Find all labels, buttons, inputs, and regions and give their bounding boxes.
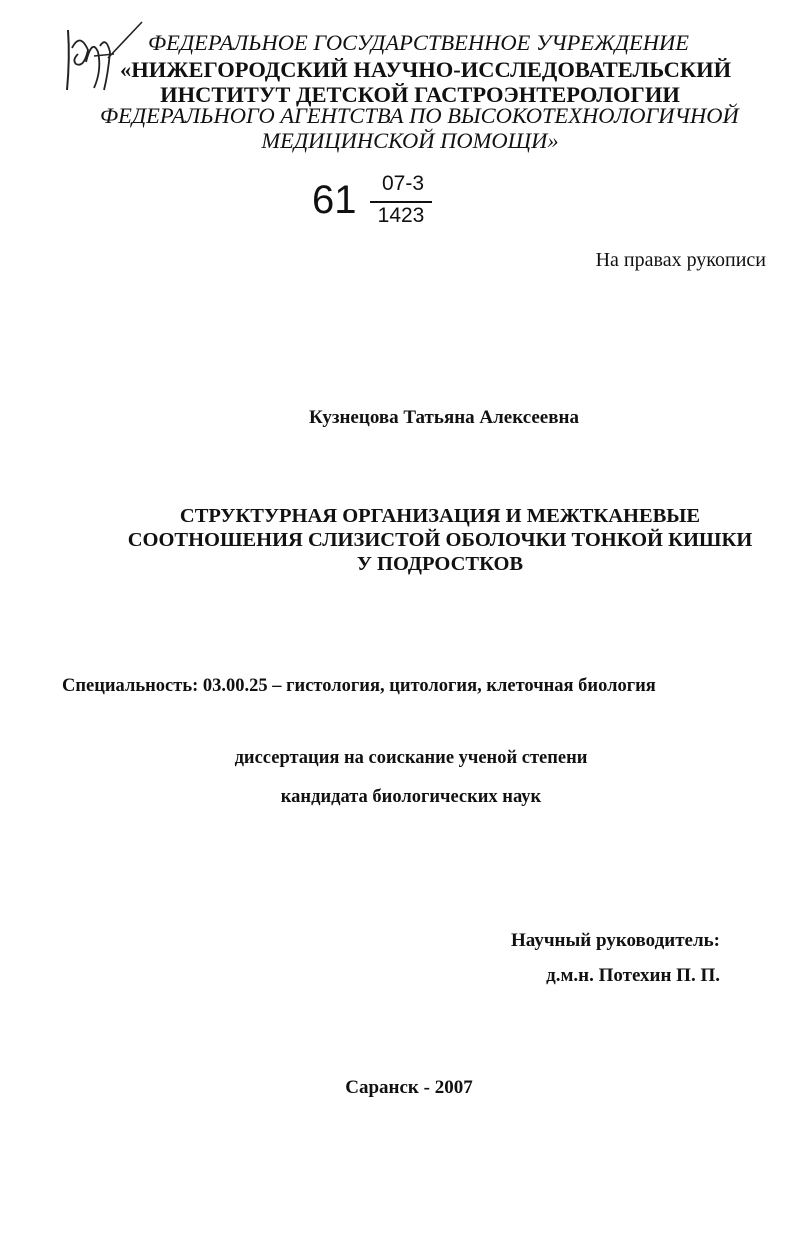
author-name: Кузнецова Татьяна Алексеевна <box>309 407 579 428</box>
header-line-2: «НИЖЕГОРОДСКИЙ НАУЧНО-ИССЛЕДОВАТЕЛЬСКИЙ <box>120 57 732 82</box>
supervisor-label: Научный руководитель: <box>511 930 720 951</box>
thesis-line-2: кандидата биологических наук <box>280 787 542 807</box>
rights-note: На правах рукописи <box>595 249 766 271</box>
header-line-5: МЕДИЦИНСКОЙ ПОМОЩИ» <box>261 128 559 153</box>
header-line-3: ИНСТИТУТ ДЕТСКОЙ ГАСТРОЭНТЕРОЛОГИИ <box>160 82 680 107</box>
specialty-line: Специальность: 03.00.25 – гистология, цитология, клеточная биология <box>62 676 656 696</box>
supervisor-name: д.м.н. Потехин П. П. <box>546 965 720 986</box>
city-year: Саранск - 2007 <box>345 1077 473 1098</box>
title-line-2: СООТНОШЕНИЯ СЛИЗИСТОЙ ОБОЛОЧКИ ТОНКОЙ КИШКИ <box>127 529 753 551</box>
call-number-bottom: 1423 <box>377 204 425 227</box>
call-number-main: 61 <box>312 178 357 222</box>
header-line-4: ФЕДЕРАЛЬНОГО АГЕНТСТВА ПО ВЫСОКОТЕХНОЛОГИЧНОЙ <box>100 103 739 128</box>
thesis-line-1: диссертация на соискание ученой степени <box>234 748 588 768</box>
call-number-fraction-bar <box>370 201 432 203</box>
title-line-1: СТРУКТУРНАЯ ОРГАНИЗАЦИЯ И МЕЖТКАНЕВЫЕ <box>179 505 701 527</box>
call-number <box>312 172 452 232</box>
call-number-top: 07-3 <box>381 172 425 195</box>
title-line-3: У ПОДРОСТКОВ <box>356 553 524 575</box>
header-line-1: ФЕДЕРАЛЬНОЕ ГОСУДАРСТВЕННОЕ УЧРЕЖДЕНИЕ <box>148 30 689 55</box>
